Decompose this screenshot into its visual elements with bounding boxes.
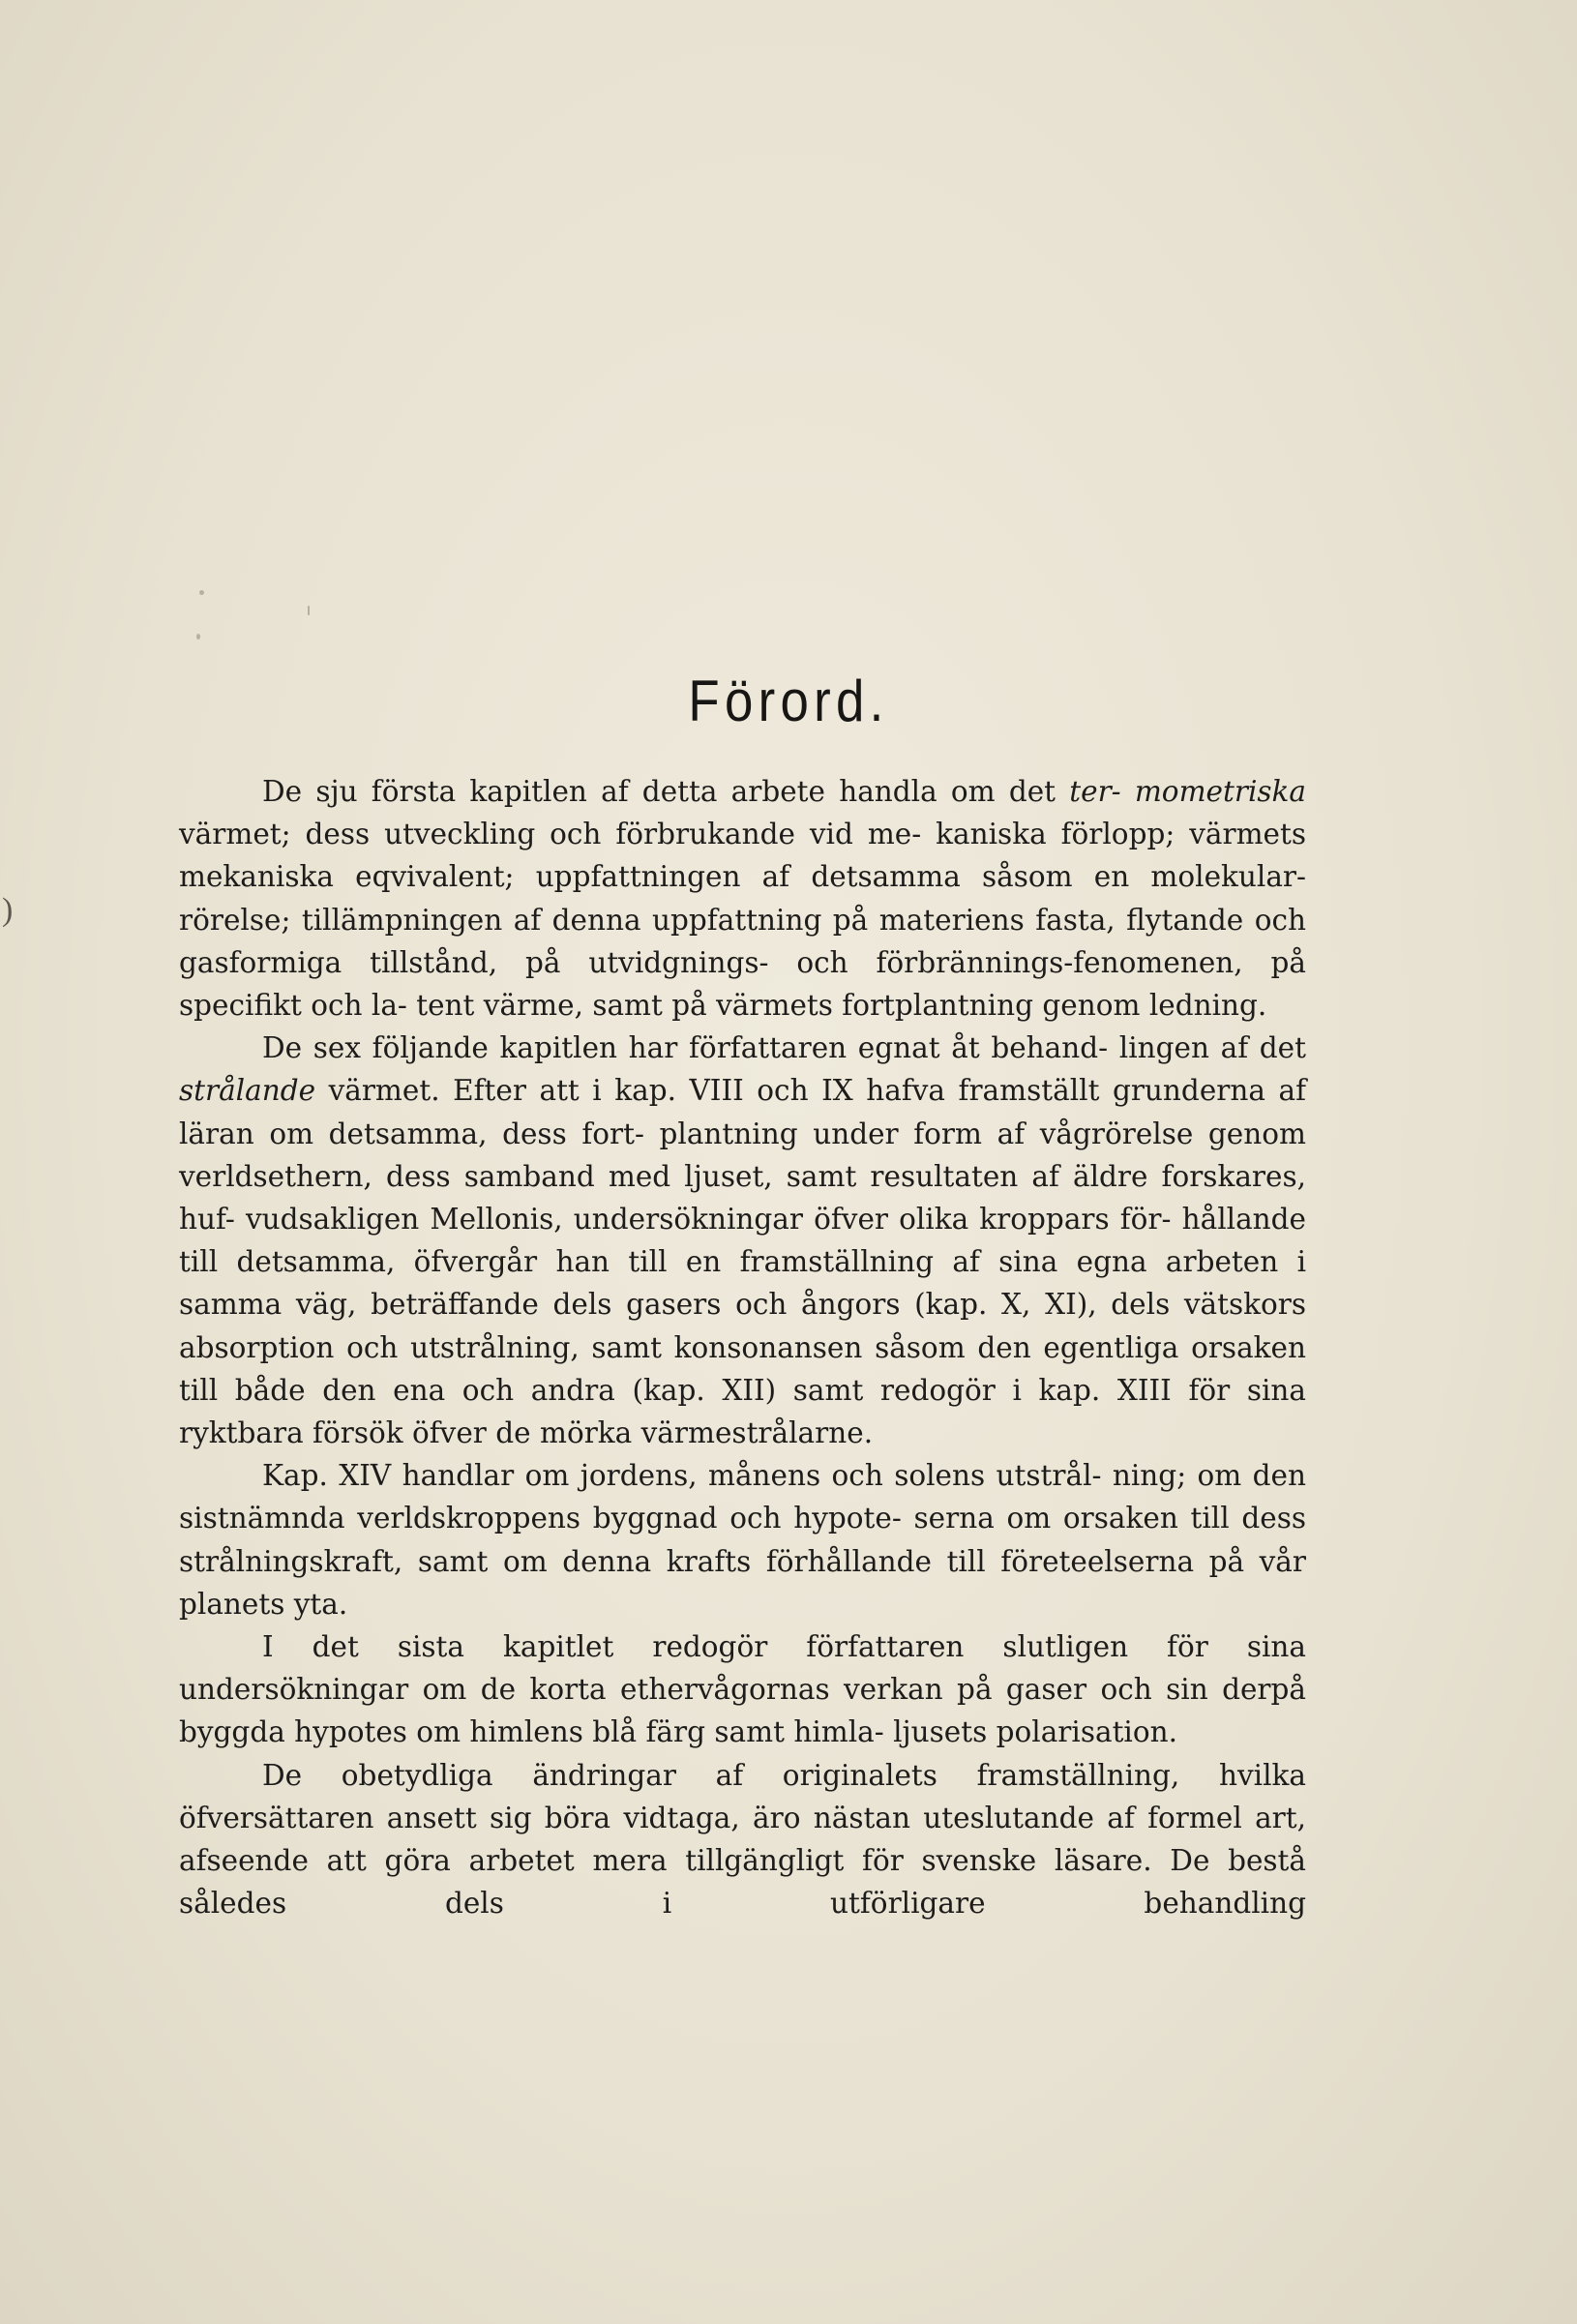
paragraph-5-text: De obetydliga ändringar af originalets framställning, hvilka öfversättaren ansett sig böra vidtaga, äro nästan uteslutande af formel art, afseende att göra arbetet mera tillgängligt för svenske läsare. De bestå således dels i utförligare behandling [179, 1758, 1306, 1921]
page-title: Förord. [688, 669, 889, 733]
paragraph-2-text-a: De sex följande kapitlen har författaren egnat åt behand- lingen af det [262, 1031, 1306, 1065]
paragraph-2 [179, 1027, 1306, 1454]
paragraph-4-text: I det sista kapitlet redogör författaren slutligen för sina undersökningar om de korta ethervågornas verkan på gaser och sin derpå byggda hypotes om himlens blå färg samt himla- ljusets polarisation. [179, 1630, 1306, 1749]
paragraph-1-text-a: De sju första kapitlen af detta arbete handla om det [262, 775, 1070, 808]
paragraph-1-emphasis: ter- mometriska [1069, 775, 1306, 808]
paragraph-1-text-b: värmet; dess utveckling och förbrukande vid me- kaniska förlopp; värmets mekaniska eqvivalent; uppfattningen af detsamma såsom en molekular-rörelse; tillämpningen af denna uppfattning på materiens fasta, flytande och gasformiga tillstånd, på utvidgnings- och förbrännings-fenomenen, på specifikt och la- tent värme, samt på värmets fortplantning genom ledning. [179, 818, 1306, 1023]
preface-body [179, 770, 1306, 1924]
paragraph-1 [179, 770, 1306, 1027]
paragraph-4 [179, 1625, 1306, 1754]
paragraph-5 [179, 1754, 1306, 1925]
paper-speck [196, 634, 200, 640]
paragraph-2-text-b: värmet. Efter att i kap. VIII och IX hafva framställt grunderna af läran om detsamma, dess fort- plantning under form af vågrörelse genom verldsethern, dess samband med ljuset, samt resultaten af äldre forskares, huf- vudsakligen Mellonis, undersökningar öfver olika kroppars för- hållande till detsamma, öfvergår han till en framställning af sina egna arbeten i samma väg, beträffande dels gasers och ångors (kap. X, XI), dels vätskors absorption och utstrålning, samt konsonansen såsom den egentliga orsaken till både den ena och andra (kap. XII) samt redogör i kap. XIII för sina ryktbara försök öfver de mörka värmestrålarne. [179, 1074, 1306, 1450]
paragraph-3-text: Kap. XIV handlar om jordens, månens och solens utstrål- ning; om den sistnämnda verldskroppens byggnad och hypote- serna om orsaken till dess strålningskraft, samt om denna krafts förhållande till företeelserna på vår planets yta. [179, 1459, 1306, 1621]
paragraph-3 [179, 1454, 1306, 1625]
margin-pencil-mark: ) [2, 892, 14, 928]
paragraph-2-emphasis: strålande [179, 1074, 316, 1108]
paper-speck [308, 606, 310, 615]
paper-speck [199, 590, 204, 595]
